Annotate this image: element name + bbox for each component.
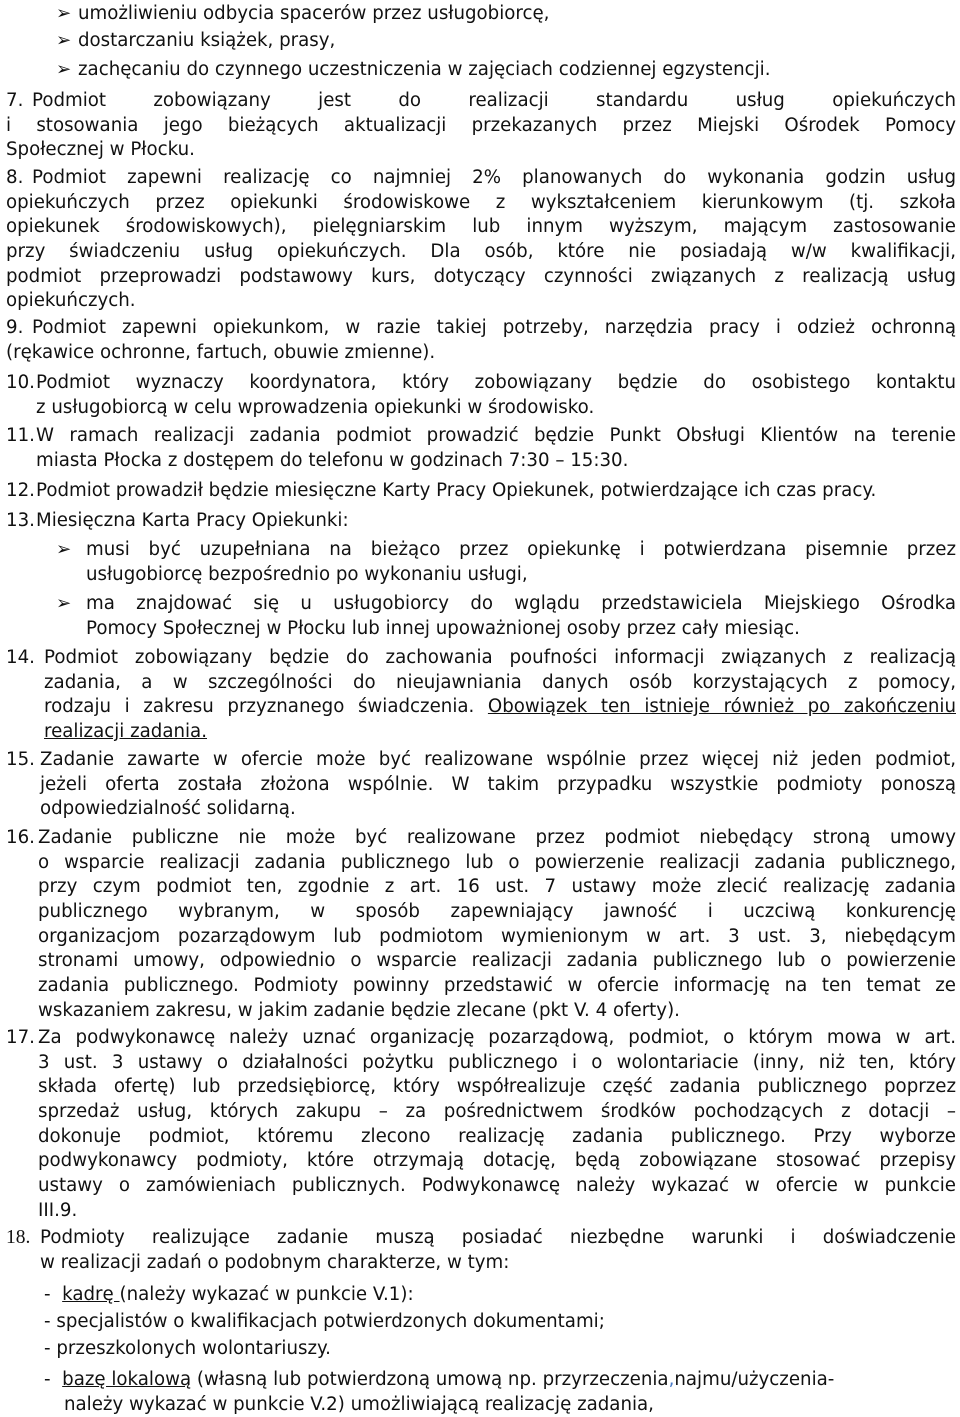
bullet-item — [56, 592, 956, 641]
item-number: 15. — [6, 749, 35, 770]
item-line: jeżeli oferta została złożona wspólnie. W takim przypadku wszystkie podmioty ponoszą — [40, 773, 956, 795]
item-line: dokonuje podmiot, któremu zlecono realizację zadania publicznego. Przy wyborze — [38, 1125, 956, 1147]
item-line: zadania publicznego. Podmioty powinny przedstawić w ofercie informację na ten temat ze — [38, 975, 956, 997]
item-line: podmiot przeprowadzi podstawowy kurs, dotyczący czynności związanych z realizacją usług — [6, 265, 956, 287]
list-item-18 — [6, 1226, 956, 1275]
item-line: ustawy o zamówieniach publicznych. Podwykonawcę należy wykazać w ofercie w punkcie — [38, 1175, 956, 1197]
item-line: o wsparcie realizacji zadania publicznego lub o powierzenie realizacji zadania publicznego, — [38, 851, 956, 873]
bullet-item — [56, 29, 946, 54]
item-line: publicznego wybranym, w sposób zapewniający jawność i uczciwą konkurencję — [38, 901, 956, 923]
item-number: 12. — [6, 480, 35, 501]
arrow-bullet-icon: ➢ — [56, 593, 72, 614]
list-item-7 — [6, 89, 956, 163]
bullet-text: ma znajdować się u usługobiorcy do wglądu przedstawiciela Miejskiego Ośrodka — [86, 593, 956, 614]
item-number: 8. — [6, 167, 24, 188]
underlined-obligation: Obowiązek ten istnieje również po zakończeniu — [487, 696, 956, 718]
dash-item: - przeszkolonych wolontariuszy. — [44, 1338, 331, 1359]
item-number: 10. — [6, 372, 35, 393]
item-number: 13. — [6, 510, 35, 531]
item-line: Podmiot zapewni opiekunkom, w razie takiej potrzeby, narzędzia pracy i odzież ochronną — [32, 317, 956, 338]
item-line: Podmiot zapewni realizację co najmniej 2% planowanych do wykonania godzin usług — [32, 167, 956, 188]
dash-item: - specjalistów o kwalifikacjach potwierdzonych dokumentami; — [44, 1311, 605, 1332]
list-item-16 — [6, 826, 956, 1024]
arrow-bullet-icon: ➢ — [56, 3, 72, 24]
list-item-15 — [6, 748, 956, 822]
item-line: stronami umowy, odpowiednio o wsparcie realizacji zadania publicznego lub o powierzenie — [38, 950, 956, 972]
item-line: (rękawice ochronne, fartuch, obuwie zmienne). — [6, 341, 436, 363]
dash-item-continuation: należy wykazać w punkcie V.2) umożliwiającą realizację zadania, — [64, 1393, 654, 1415]
item-number: 7. — [6, 90, 24, 111]
item-line: rodzaju i zakresu przyznanego świadczenia. Obowiązek ten istnieje również po zakończeniu — [44, 696, 956, 718]
item-number: 9. — [6, 317, 24, 338]
comma-mark: , — [668, 1369, 675, 1390]
list-item-13 — [6, 509, 956, 534]
item-number: 18. — [6, 1227, 31, 1248]
item-line: W ramach realizacji zadania podmiot prowadzić będzie Punkt Obsługi Klientów na terenie — [36, 425, 956, 446]
arrow-bullet-icon: ➢ — [56, 30, 72, 51]
bullet-text: Pomocy Społecznej w Płocku lub innej upoważnionej osoby przez cały miesiąc. — [86, 617, 800, 639]
item-line: Podmiot wyznaczy koordynatora, który zobowiązany będzie do osobistego kontaktu — [36, 372, 956, 393]
list-item-14 — [6, 646, 956, 745]
list-item-17 — [6, 1026, 956, 1224]
list-item-9 — [6, 316, 956, 365]
item-line: organizacjom pozarządowym lub podmiotom wymienionym w art. 3 ust. 3, niebędącym — [38, 925, 956, 947]
list-item-8 — [6, 166, 956, 314]
list-item-11 — [6, 424, 956, 473]
item-line: Podmiot zobowiązany będzie do zachowania poufności informacji związanych z realizacją — [44, 647, 956, 668]
dash-marker: - — [44, 1369, 51, 1390]
item-line: w realizacji zadań o podobnym charakterze, w tym: — [40, 1251, 510, 1273]
item-line: Podmiot zobowiązany jest do realizacji standardu usług opiekuńczych — [32, 90, 956, 111]
dash-marker: - — [44, 1284, 51, 1305]
bullet-text: dostarczaniu książek, prasy, — [78, 30, 336, 51]
item-line: Za podwykonawcę należy uznać organizację pozarządową, podmiot, o którym mowa w art. — [38, 1027, 956, 1048]
bullet-item — [56, 538, 956, 587]
item-line: Podmiot prowadził będzie miesięczne Karty Pracy Opiekunek, potwierdzające ich czas pracy. — [36, 480, 877, 501]
dash-item: - bazę lokalową (własną lub potwierdzoną umową np. przyrzeczenia,najmu/użyczenia- należy wykazać w punkcie V.2) umożliwiającą realizację zadania, — [44, 1368, 956, 1417]
item-line: opiekunek środowiskowych), pielęgniarskim lub innym wyższym, mającym zastosowanie — [6, 216, 956, 238]
item-line: przy czym podmiot ten, zgodnie z art. 16 ust. 7 ustawy może zlecić realizację zadania — [38, 876, 956, 898]
bullet-text: umożliwieniu odbycia spacerów przez usługobiorcę, — [78, 3, 550, 24]
item-line: przy świadczeniu usług opiekuńczych. Dla osób, które nie posiadają w/w kwalifikacji, — [6, 241, 956, 263]
item-line: III.9. — [38, 1199, 78, 1221]
item-line: opiekuńczych przez opiekunki środowiskowe z wykształceniem kierunkowym (tj. szkoła — [6, 191, 956, 213]
bullet-item — [56, 58, 946, 83]
item-line: opiekuńczych. — [6, 290, 136, 312]
item-line: podwykonawcy podmioty, które otrzymają dotację, będą zobowiązane stosować przepisy — [38, 1150, 956, 1172]
underlined-obligation: realizacji zadania. — [44, 721, 207, 743]
item-line: Podmioty realizujące zadanie muszą posiadać niezbędne warunki i doświadczenie — [40, 1227, 956, 1248]
list-item-10 — [6, 371, 956, 420]
dash-marker: - — [44, 1338, 51, 1359]
item-line: Społecznej w Płocku. — [6, 139, 195, 161]
item-number: 14. — [6, 647, 35, 668]
dash-item: - kadrę (należy wykazać w punkcie V.1): — [44, 1284, 414, 1305]
underlined-term: bazę lokalową — [62, 1369, 192, 1390]
item-line: sprzedaż usług, których zakupu – za pośrednictwem środków pochodzących z dotacji – — [38, 1101, 956, 1123]
item-line: Miesięczna Karta Pracy Opiekunki: — [36, 510, 349, 531]
underlined-term: kadrę — [62, 1284, 120, 1305]
item-number: 11. — [6, 425, 35, 446]
bullet-item — [56, 2, 946, 27]
arrow-bullet-icon: ➢ — [56, 539, 72, 560]
item-line: zadania, a w szczególności do nieujawniania danych osób korzystających z pomocy, — [44, 671, 956, 693]
item-number: 16. — [6, 827, 35, 848]
item-line: Zadanie zawarte w ofercie może być realizowane wspólnie przez więcej niż jeden podmiot, — [40, 749, 956, 770]
bullet-text: musi być uzupełniana na bieżąco przez opiekunkę i potwierdzana pisemnie przez — [86, 539, 956, 560]
bullet-text: usługobiorcę bezpośrednio po wykonaniu usługi, — [86, 563, 528, 585]
item-line: z usługobiorcą w celu wprowadzenia opiekunki w środowisko. — [36, 396, 595, 418]
list-item-12 — [6, 479, 956, 504]
bullet-text: zachęcaniu do czynnego uczestniczenia w zajęciach codziennej egzystencji. — [78, 59, 771, 80]
item-line: wskazaniem zakresu, w jakim zadanie będzie zlecane (pkt V. 4 oferty). — [38, 999, 680, 1021]
item-line: Zadanie publiczne nie może być realizowane przez podmiot niebędący stroną umowy — [38, 827, 956, 848]
item-line: 3 ust. 3 ustawy o działalności pożytku publicznego i o wolontariacie (inny, niż ten, który — [38, 1051, 956, 1073]
arrow-bullet-icon: ➢ — [56, 59, 72, 80]
dash-marker: - — [44, 1311, 51, 1332]
item-line: i stosowania jego bieżących aktualizacji przekazanych przez Miejski Ośrodek Pomocy — [6, 114, 956, 136]
item-line: składa ofertę) lub przedsiębiorcę, który współrealizuje część zadania publicznego poprzez — [38, 1076, 956, 1098]
item-line: miasta Płocka z dostępem do telefonu w godzinach 7:30 – 15:30. — [36, 449, 629, 471]
item-number: 17. — [6, 1027, 35, 1048]
item-line: odpowiedzialność solidarną. — [40, 798, 296, 820]
